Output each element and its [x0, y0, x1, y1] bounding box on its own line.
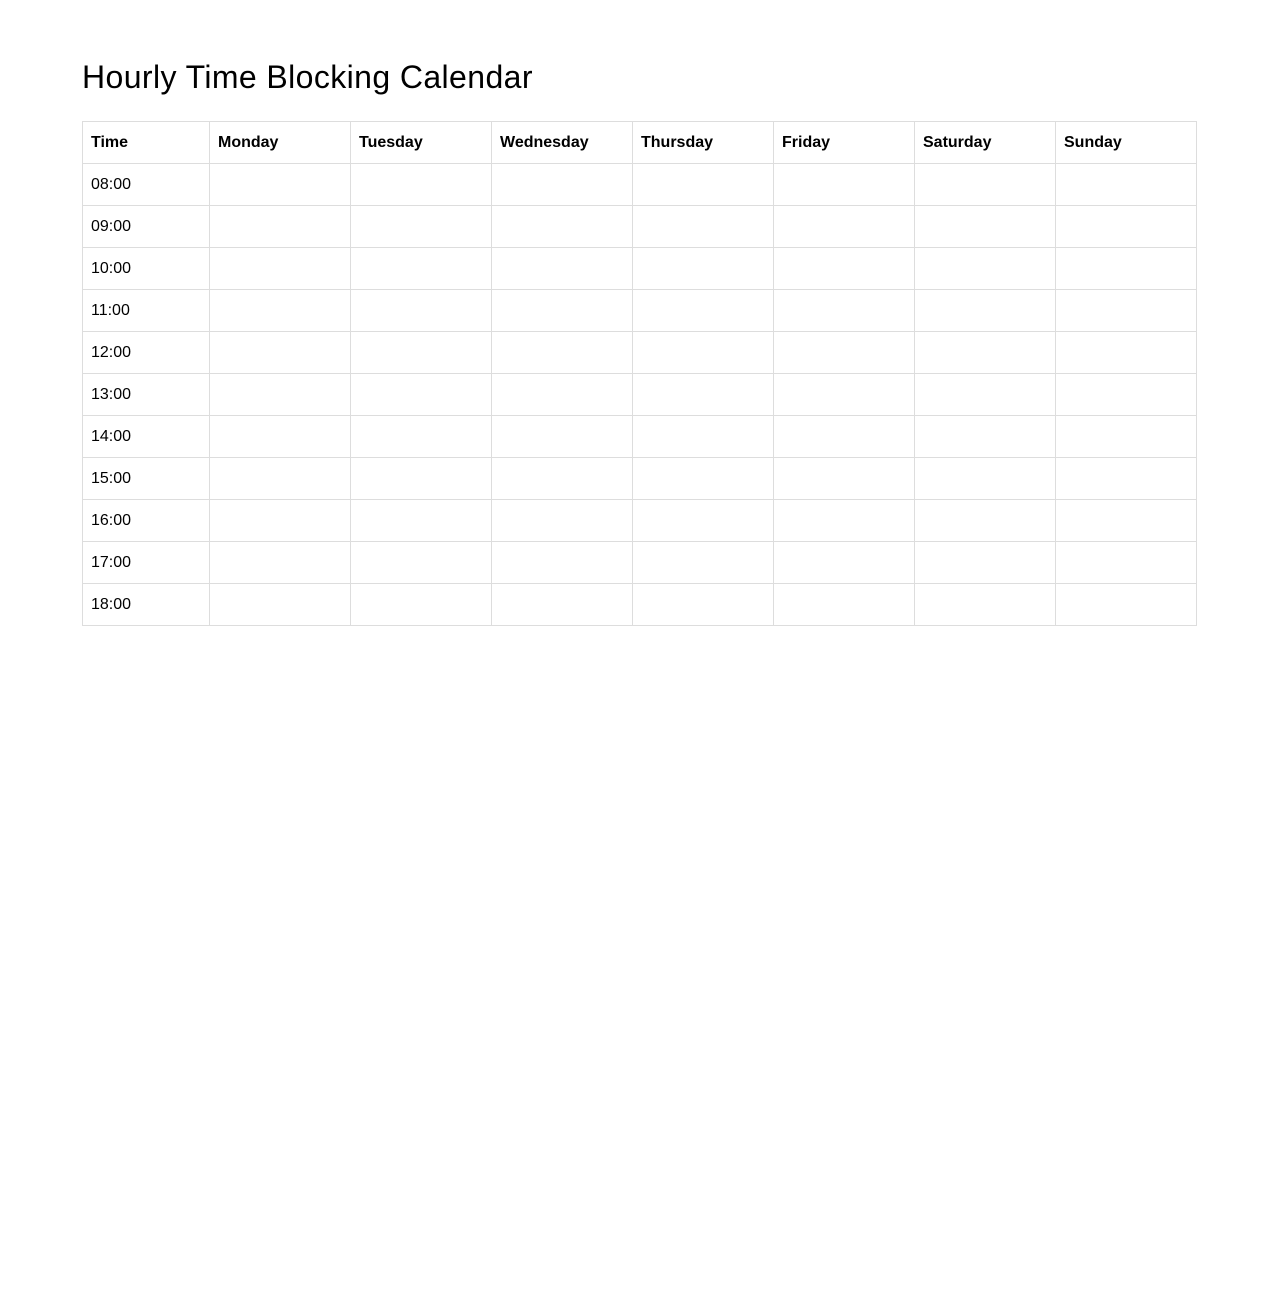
- time-slot-wednesday[interactable]: [492, 332, 633, 374]
- time-slot-thursday[interactable]: [633, 584, 774, 626]
- time-row: [83, 374, 1197, 416]
- time-slot-wednesday[interactable]: [492, 584, 633, 626]
- time-slot-thursday[interactable]: [633, 332, 774, 374]
- time-slot-saturday[interactable]: [915, 500, 1056, 542]
- time-slot-sunday[interactable]: [1056, 248, 1197, 290]
- time-label: 08:00: [83, 164, 210, 206]
- column-header-tuesday: Tuesday: [351, 122, 492, 164]
- column-header-monday: Monday: [210, 122, 351, 164]
- time-row: [83, 458, 1197, 500]
- time-slot-sunday[interactable]: [1056, 542, 1197, 584]
- time-slot-tuesday[interactable]: [351, 332, 492, 374]
- column-header-time: Time: [83, 122, 210, 164]
- time-label: 15:00: [83, 458, 210, 500]
- time-blocking-table: [82, 121, 1197, 626]
- time-slot-friday[interactable]: [774, 584, 915, 626]
- time-slot-thursday[interactable]: [633, 416, 774, 458]
- time-slot-tuesday[interactable]: [351, 542, 492, 584]
- time-slot-friday[interactable]: [774, 374, 915, 416]
- time-slot-monday[interactable]: [210, 500, 351, 542]
- time-slot-sunday[interactable]: [1056, 206, 1197, 248]
- time-slot-saturday[interactable]: [915, 374, 1056, 416]
- time-slot-wednesday[interactable]: [492, 164, 633, 206]
- time-slot-saturday[interactable]: [915, 584, 1056, 626]
- time-slot-saturday[interactable]: [915, 206, 1056, 248]
- time-slot-saturday[interactable]: [915, 542, 1056, 584]
- time-slot-saturday[interactable]: [915, 332, 1056, 374]
- column-header-wednesday: Wednesday: [492, 122, 633, 164]
- time-slot-monday[interactable]: [210, 164, 351, 206]
- time-slot-sunday[interactable]: [1056, 500, 1197, 542]
- time-slot-tuesday[interactable]: [351, 248, 492, 290]
- time-label: 16:00: [83, 500, 210, 542]
- time-label: 12:00: [83, 332, 210, 374]
- time-slot-tuesday[interactable]: [351, 416, 492, 458]
- time-slot-sunday[interactable]: [1056, 164, 1197, 206]
- time-slot-monday[interactable]: [210, 374, 351, 416]
- time-slot-friday[interactable]: [774, 206, 915, 248]
- calendar-body: [83, 164, 1197, 626]
- time-label: 09:00: [83, 206, 210, 248]
- time-slot-monday[interactable]: [210, 416, 351, 458]
- time-slot-wednesday[interactable]: [492, 374, 633, 416]
- time-row: [83, 416, 1197, 458]
- time-slot-thursday[interactable]: [633, 458, 774, 500]
- time-slot-monday[interactable]: [210, 332, 351, 374]
- time-slot-monday[interactable]: [210, 206, 351, 248]
- column-header-friday: Friday: [774, 122, 915, 164]
- time-slot-sunday[interactable]: [1056, 584, 1197, 626]
- time-slot-saturday[interactable]: [915, 458, 1056, 500]
- time-label: 13:00: [83, 374, 210, 416]
- time-slot-wednesday[interactable]: [492, 290, 633, 332]
- time-slot-wednesday[interactable]: [492, 542, 633, 584]
- time-slot-tuesday[interactable]: [351, 500, 492, 542]
- time-slot-sunday[interactable]: [1056, 416, 1197, 458]
- time-slot-sunday[interactable]: [1056, 374, 1197, 416]
- time-slot-friday[interactable]: [774, 290, 915, 332]
- time-row: [83, 248, 1197, 290]
- time-slot-thursday[interactable]: [633, 206, 774, 248]
- column-header-thursday: Thursday: [633, 122, 774, 164]
- time-slot-tuesday[interactable]: [351, 164, 492, 206]
- time-label: 18:00: [83, 584, 210, 626]
- time-slot-monday[interactable]: [210, 290, 351, 332]
- time-slot-thursday[interactable]: [633, 500, 774, 542]
- time-slot-sunday[interactable]: [1056, 458, 1197, 500]
- time-slot-thursday[interactable]: [633, 374, 774, 416]
- time-slot-thursday[interactable]: [633, 164, 774, 206]
- time-slot-saturday[interactable]: [915, 290, 1056, 332]
- time-slot-wednesday[interactable]: [492, 248, 633, 290]
- time-row: [83, 584, 1197, 626]
- time-slot-saturday[interactable]: [915, 164, 1056, 206]
- time-label: 10:00: [83, 248, 210, 290]
- time-slot-sunday[interactable]: [1056, 332, 1197, 374]
- time-slot-monday[interactable]: [210, 248, 351, 290]
- time-slot-tuesday[interactable]: [351, 374, 492, 416]
- time-slot-wednesday[interactable]: [492, 206, 633, 248]
- time-slot-thursday[interactable]: [633, 248, 774, 290]
- time-slot-saturday[interactable]: [915, 248, 1056, 290]
- page-title: Hourly Time Blocking Calendar: [82, 59, 533, 95]
- time-slot-sunday[interactable]: [1056, 290, 1197, 332]
- time-slot-friday[interactable]: [774, 416, 915, 458]
- time-label: 14:00: [83, 416, 210, 458]
- time-slot-monday[interactable]: [210, 584, 351, 626]
- time-slot-wednesday[interactable]: [492, 500, 633, 542]
- time-row: [83, 206, 1197, 248]
- time-row: [83, 500, 1197, 542]
- time-slot-tuesday[interactable]: [351, 458, 492, 500]
- time-slot-wednesday[interactable]: [492, 458, 633, 500]
- time-slot-thursday[interactable]: [633, 290, 774, 332]
- time-row: [83, 332, 1197, 374]
- time-slot-monday[interactable]: [210, 458, 351, 500]
- time-slot-friday[interactable]: [774, 458, 915, 500]
- time-row: [83, 290, 1197, 332]
- column-header-saturday: Saturday: [915, 122, 1056, 164]
- header-row: [83, 122, 1197, 164]
- time-row: [83, 542, 1197, 584]
- time-slot-friday[interactable]: [774, 164, 915, 206]
- time-slot-wednesday[interactable]: [492, 416, 633, 458]
- time-slot-tuesday[interactable]: [351, 206, 492, 248]
- time-slot-friday[interactable]: [774, 500, 915, 542]
- time-row: [83, 164, 1197, 206]
- time-label: 11:00: [83, 290, 210, 332]
- time-slot-friday[interactable]: [774, 248, 915, 290]
- time-slot-tuesday[interactable]: [351, 584, 492, 626]
- time-slot-friday[interactable]: [774, 332, 915, 374]
- column-header-sunday: Sunday: [1056, 122, 1197, 164]
- time-label: 17:00: [83, 542, 210, 584]
- time-slot-thursday[interactable]: [633, 542, 774, 584]
- time-slot-monday[interactable]: [210, 542, 351, 584]
- time-slot-tuesday[interactable]: [351, 290, 492, 332]
- time-slot-friday[interactable]: [774, 542, 915, 584]
- time-slot-saturday[interactable]: [915, 416, 1056, 458]
